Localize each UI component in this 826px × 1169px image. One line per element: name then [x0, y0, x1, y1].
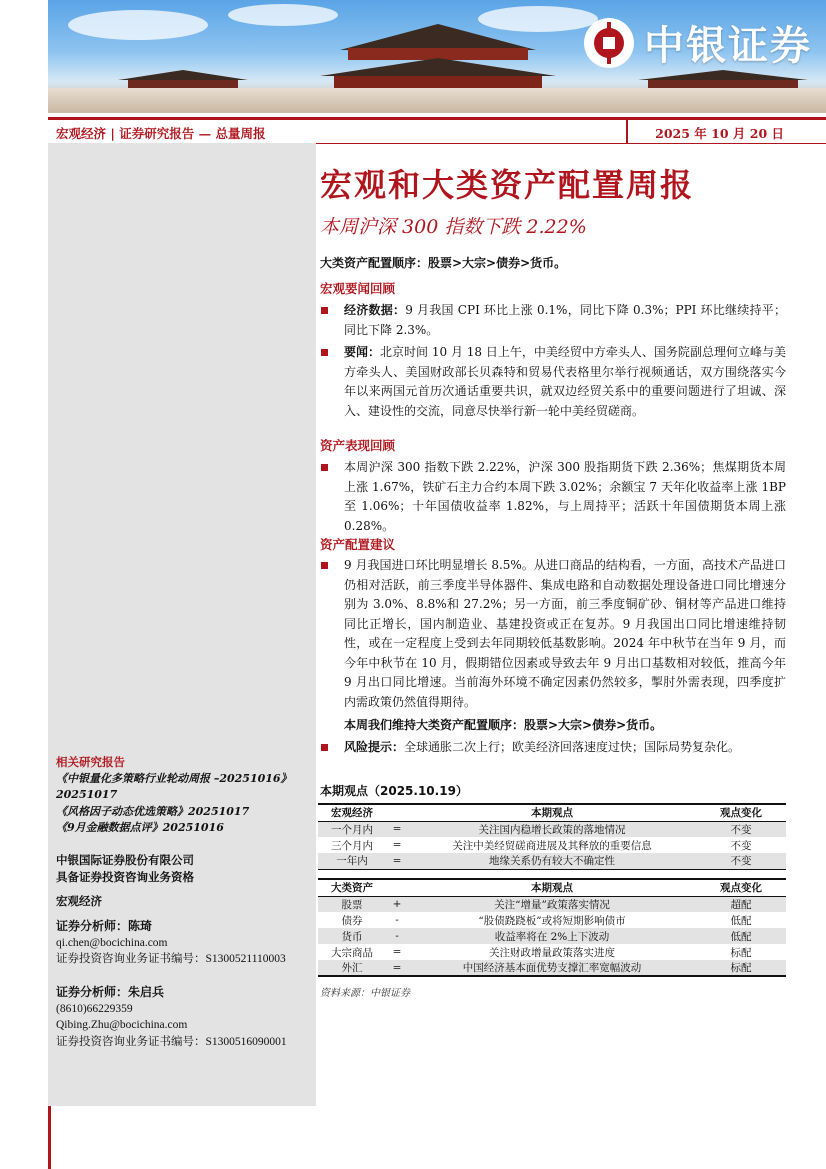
cloud	[68, 10, 208, 40]
sign-cell: =	[386, 853, 408, 869]
view-cell: 关注国内稳增长政策的落地情况	[408, 821, 696, 837]
field-name: 宏观经济	[56, 894, 102, 908]
column-header: 观点变化	[720, 807, 762, 820]
related-report-item[interactable]: 《风格因子动态优选策略》20251017	[56, 804, 250, 818]
sign-cell: =	[392, 839, 402, 851]
table-header-row	[318, 879, 786, 896]
analyst-email[interactable]: qi.chen@bocichina.com	[56, 936, 168, 949]
report-category: 宏观经济 | 证券研究报告 — 总量周报	[56, 126, 266, 141]
analyst-1	[56, 918, 286, 968]
change-cell: 低配	[730, 914, 752, 927]
bullet-square-icon	[321, 744, 328, 751]
section-heading-macro: 宏观要闻回顾	[320, 281, 396, 296]
column-header: 本期观点	[531, 882, 573, 895]
table-row	[318, 912, 786, 928]
sign-cell: +	[386, 896, 408, 912]
view-cell: “股债跷跷板”或将短期影响债市	[478, 914, 626, 927]
view-cell: 关注财政增量政策落实进度	[489, 946, 615, 959]
change-cell: 低配	[696, 928, 786, 944]
bullet-advice	[320, 556, 786, 712]
column-header: 宏观经济	[331, 807, 373, 820]
table-row	[318, 928, 786, 944]
bullet-news	[320, 343, 786, 421]
table-row	[318, 944, 786, 960]
related-reports-heading: 相关研究报告	[56, 755, 125, 769]
change-cell: 标配	[730, 946, 752, 959]
brand-name: 中银证券	[644, 23, 812, 69]
bullet-square-icon	[321, 562, 328, 569]
asset-cell: 大宗商品	[331, 946, 373, 959]
company-name: 中银国际证券股份有限公司	[56, 853, 194, 867]
left-rule	[48, 1106, 51, 1169]
change-cell: 超配	[696, 896, 786, 912]
change-cell: 标配	[696, 960, 786, 976]
bullet-text: 本周沪深 300 指数下跌 2.22%，沪深 300 股指期货下跌 2.36%；焦煤期货本周上涨 1.67%，铁矿石主力合约本周下跌 3.02%；余额宝 7 天年化收益率上涨 1BP 至 1.06%；十年国债收益率 1.82%，与上周持平；活跃十年国债期货本周上涨 0.28%。	[344, 460, 786, 533]
related-report-item[interactable]: 《9月金融数据点评》20251016	[56, 821, 224, 834]
analyst-license: 证券投资咨询业务证书编号：S1300521110003	[56, 953, 286, 965]
page-title: 宏观和大类资产配置周报	[320, 166, 695, 204]
asset-views-table	[318, 878, 786, 977]
view-cell: 收益率将在 2%上下波动	[408, 928, 696, 944]
bullet-text: 9 月我国进口环比明显增长 8.5%。从进口商品的结构看，一方面，高技术产品进口仍相对活跃，前三季度半导体器件、集成电路和自动数据处理设备进口同比增速分别为 3.0%、8.8%和 27.2%；另一方面，前三季度铜矿砂、铜材等产品进口维持同比正增长，国内制造业、基建投资或正在复苏。9 月我国出口同比增速维持韧性，或在一定程度上受到去年同期较低基数影响。2024 年中秋节在当年 9 月，而今年中秋节在 10 月，假期错位因素或导致去年 9 月出口基数相对较低，推高今年 9 月出口同比增速。当前海外环境不确定因素仍然较多，掣肘外需表现，四季度扩内需政策仍然值得期待。	[344, 558, 786, 709]
page-subtitle: 本周沪深 300 指数下跌 2.22%	[320, 216, 587, 238]
table-row	[318, 896, 786, 912]
period-cell: 一年内	[318, 853, 386, 869]
bullet-label: 风险提示：	[344, 740, 405, 754]
column-header	[386, 879, 408, 896]
bullet-text: 全球通胀二次上行；欧美经济回落速度过快；国际局势复杂化。	[404, 740, 741, 754]
views-title: 本期观点（2025.10.19）	[320, 784, 468, 798]
analyst-2	[56, 984, 287, 1050]
view-cell: 关注“增量”政策落实情况	[408, 896, 696, 912]
palace-roof	[340, 24, 536, 50]
bullet-risk	[320, 738, 786, 758]
asset-cell: 货币	[318, 928, 386, 944]
bullet-economic-data	[320, 301, 786, 340]
view-cell: 关注中美经贸磋商进展及其释放的重要信息	[452, 839, 652, 852]
bullet-text: 北京时间 10 月 18 日上午，中美经贸中方牵头人、国务院副总理何立峰与美方牵头人、美国财政部长贝森特和贸易代表格里尔举行视频通话，双方围绕落实今年以来两国元首历次通话重要共识，就双边经贸关系中的重要问题进行了坦诚、深入、建设性的交流，同意尽快举行新一轮中美经贸磋商。	[344, 345, 786, 418]
strip-divider	[626, 117, 628, 143]
asset-cell: 股票	[318, 896, 386, 912]
side-hall-roof	[118, 70, 248, 80]
header-banner	[48, 0, 826, 113]
analyst-name: 证券分析师：朱启兵	[56, 985, 165, 999]
cloud	[228, 4, 338, 26]
column-header	[386, 804, 408, 821]
palace-lower-roof	[320, 58, 556, 76]
related-report-item[interactable]: 《中银量化多策略行业轮动周报 –20251016》20251017	[56, 771, 292, 801]
analyst-phone: (8610)66229359	[56, 1002, 133, 1015]
bullet-text: 9 月我国 CPI 环比上涨 0.1%，同比下降 0.3%；PPI 环比继续持平；同比下降 2.3%。	[344, 303, 786, 337]
bullet-label: 要闻：	[344, 345, 381, 359]
table-row	[318, 837, 786, 853]
allocation-order: 大类资产配置顺序：股票>大宗>债券>货币。	[320, 256, 567, 270]
bullet-square-icon	[321, 464, 328, 471]
side-hall-roof	[638, 70, 808, 80]
brand-logo	[584, 14, 812, 71]
bullet-label: 经济数据：	[344, 303, 406, 317]
asset-cell: 外汇	[318, 960, 386, 976]
table-row	[318, 853, 786, 869]
company-qualification: 具备证券投资咨询业务资格	[56, 869, 194, 884]
asset-cell: 债券	[341, 914, 363, 927]
sign-cell: -	[395, 914, 399, 926]
keep-allocation-line: 本周我们维持大类资产配置顺序：股票>大宗>债券>货币。	[344, 718, 663, 732]
category-strip	[48, 117, 826, 144]
bullet-asset-performance	[320, 458, 786, 536]
section-heading-assets: 资产表现回顾	[320, 438, 396, 453]
boc-logo-icon	[584, 18, 634, 68]
period-cell: 三个月内	[331, 839, 373, 852]
view-cell: 中国经济基本面优势支撑汇率宽幅波动	[408, 960, 696, 976]
related-reports	[56, 754, 308, 837]
company-info	[56, 852, 194, 885]
bullet-square-icon	[321, 349, 328, 356]
analyst-email[interactable]: Qibing.Zhu@bocichina.com	[56, 1019, 188, 1031]
change-cell: 不变	[696, 821, 786, 837]
column-header: 大类资产	[331, 882, 373, 895]
section-heading-advice: 资产配置建议	[320, 537, 396, 552]
data-source-note: 资料来源：中银证券	[320, 988, 410, 999]
analyst-license: 证券投资咨询业务证书编号：S1300516090001	[56, 1035, 287, 1048]
sign-cell: =	[386, 821, 408, 837]
period-cell: 一个月内	[318, 821, 386, 837]
analyst-name: 证券分析师：陈琦	[56, 919, 153, 933]
bullet-square-icon	[321, 307, 328, 314]
column-header: 观点变化	[720, 882, 762, 895]
report-date: 2025 年 10 月 20 日	[655, 126, 784, 141]
view-cell: 地缘关系仍有较大不确定性	[408, 853, 696, 869]
research-field	[56, 893, 102, 910]
macro-views-table	[318, 803, 786, 870]
palace-terrace	[48, 88, 826, 113]
table-row	[318, 960, 786, 976]
sign-cell: =	[386, 960, 408, 976]
change-cell: 不变	[730, 839, 752, 852]
sign-cell: =	[392, 946, 402, 958]
change-cell: 不变	[696, 853, 786, 869]
column-header: 本期观点	[531, 807, 573, 820]
sign-cell: -	[386, 928, 408, 944]
table-row	[318, 821, 786, 837]
table-header-row	[318, 804, 786, 821]
